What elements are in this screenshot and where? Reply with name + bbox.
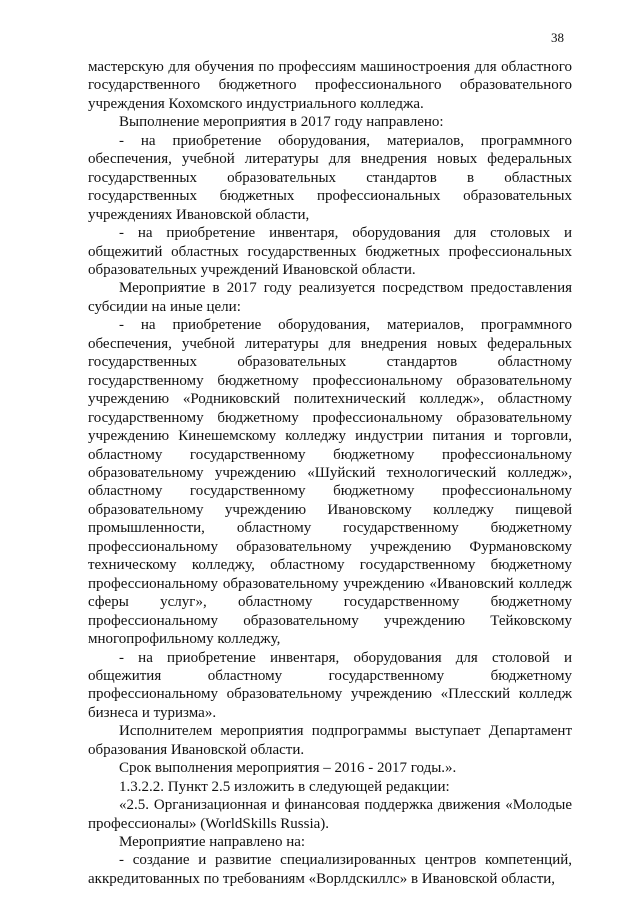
paragraph-subsidy-intro: Мероприятие в 2017 году реализуется посредством предоставления субсидии на иные цели:: [88, 280, 572, 315]
paragraph-equipment-purchase: - на приобретение оборудования, материалов, программного обеспечения, учебной литературы для внедрения новых федеральных государственных образовательных стандартов в областных государственных бюджетных профессиональных образовательных учреждениях Ивановской области,: [88, 132, 572, 223]
paragraph-deadline: Срок выполнения мероприятия – 2016 - 2017 годы.».: [119, 760, 457, 777]
page-number: 38: [551, 30, 564, 45]
paragraph-subsidy-equipment-colleges: - на приобретение оборудования, материалов, программного обеспечения, учебной литературы для внедрения новых федеральных государственных образовательных стандартов областному государственному бюджетному профессиональному образовательному учреждению «Родниковский политехнический колледж», областному государственному бюджетному профессиональному образовательному учреждению Кинешемскому колледжу индустрии питания и торговли, областному государственному бюджетному профессиональному образовательному учреждению «Шуйский технологический колледж», областному государственному бюджетному профессиональному образовательному учреждению Ивановскому колледжу пищевой промышленности, областному государственному бюджетному профессиональному образовательному учреждению Фурмановскому техническому колледжу, областному государственному бюджетному профессиональному образовательному учреждению «Ивановский колледж сферы услуг», областному государственному бюджетному профессиональному образовательному учреждению Тейковскому многопрофильному колледжу,: [88, 317, 572, 648]
paragraph-canteen-equipment: - на приобретение инвентаря, оборудования для столовых и общежитий областных государственных бюджетных профессиональных образовательных учреждений Ивановской области.: [88, 225, 572, 278]
paragraph-clause-1-3-2-2: 1.3.2.2. Пункт 2.5 изложить в следующей редакции:: [119, 778, 450, 795]
paragraph-competence-centers: - создание и развитие специализированных центров компетенций, аккредитованных по требованиям «Ворлдскиллс» в Ивановской области,: [88, 852, 572, 887]
paragraph-2017-directions-intro: Выполнение мероприятия в 2017 году направлено:: [119, 114, 444, 131]
paragraph-clause-2-5: «2.5. Организационная и финансовая поддержка движения «Молодые профессионалы» (WorldSkills Russia).: [88, 797, 572, 832]
paragraph-subsidy-canteen-ples: - на приобретение инвентаря, оборудования для столовой и общежития областному государственному бюджетному профессиональному образовательному учреждению «Плесский колледж бизнеса и туризма».: [88, 649, 572, 721]
paragraph-aimed-at: Мероприятие направлено на:: [119, 834, 306, 851]
document-body: [88, 58, 572, 888]
paragraph-workshop-continuation: мастерскую для обучения по профессиям машиностроения для областного государственного бюджетного профессионального образовательного учреждения Кохомского индустриального колледжа.: [88, 59, 572, 112]
paragraph-executor: Исполнителем мероприятия подпрограммы выступает Департамент образования Ивановской области.: [88, 723, 572, 758]
